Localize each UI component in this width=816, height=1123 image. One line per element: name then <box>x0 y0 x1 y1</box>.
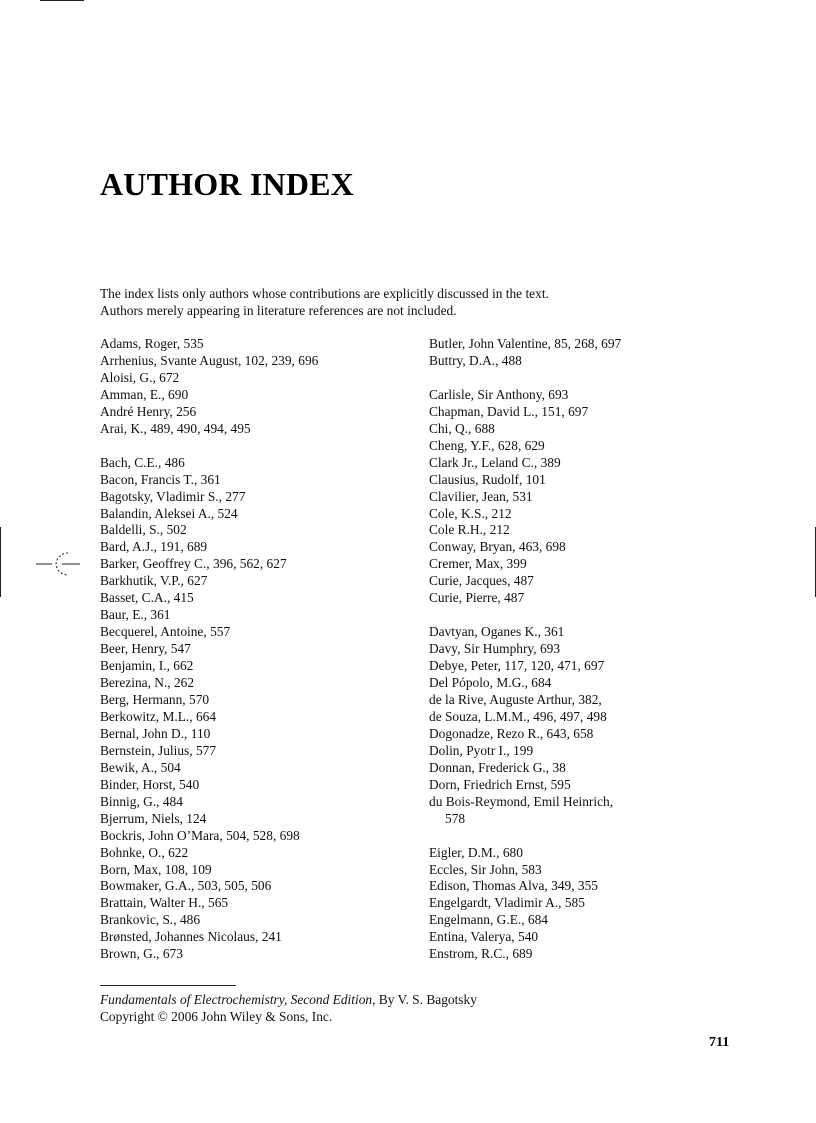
index-entry: Bernstein, Julius, 577 <box>100 742 217 758</box>
index-entry: Donnan, Frederick G., 38 <box>429 759 566 775</box>
index-entry: Davtyan, Oganes K., 361 <box>429 624 565 640</box>
index-entry: Barkhutik, V.P., 627 <box>100 573 208 589</box>
index-entry: Aloisi, G., 672 <box>100 369 180 385</box>
index-entry: Bard, A.J., 191, 689 <box>100 539 208 555</box>
book-title: Fundamentals of Electrochemistry, Second Edition <box>100 992 373 1007</box>
index-entry: Berezina, N., 262 <box>100 675 195 691</box>
footnote-rule <box>100 985 236 986</box>
index-entry: Beer, Henry, 547 <box>100 641 191 657</box>
index-intro <box>100 286 640 320</box>
index-entry: Cole, K.S., 212 <box>429 505 512 521</box>
index-entry: Eigler, D.M., 680 <box>429 844 523 860</box>
index-entry: Entina, Valerya, 540 <box>429 929 539 945</box>
index-entry: Brankovic, S., 486 <box>100 912 201 928</box>
index-entry: 578 <box>445 810 466 826</box>
book-byline: , By V. S. Bagotsky <box>372 992 477 1007</box>
index-entry: Clark Jr., Leland C., 389 <box>429 454 561 470</box>
footnote <box>100 991 477 1025</box>
index-entry: Conway, Bryan, 463, 698 <box>429 539 566 555</box>
index-entry: Bacon, Francis T., 361 <box>100 471 221 487</box>
index-entry: Bernal, John D., 110 <box>100 725 211 741</box>
footnote-source-line <box>100 991 477 1008</box>
index-entry: Arrhenius, Svante August, 102, 239, 696 <box>100 352 319 368</box>
index-entry: Becquerel, Antoine, 557 <box>100 624 231 640</box>
index-entry: Cremer, Max, 399 <box>429 556 527 572</box>
index-entry: Del Pópolo, M.G., 684 <box>429 675 552 691</box>
index-entry: Berkowitz, M.L., 664 <box>100 708 217 724</box>
intro-line-1: The index lists only authors whose contributions are explicitly discussed in the text. <box>100 286 549 301</box>
index-entry: Brown, G., 673 <box>100 946 183 962</box>
index-entry: Berg, Hermann, 570 <box>100 692 210 707</box>
index-entry: Butler, John Valentine, 85, 268, 697 <box>429 336 622 351</box>
letter-group-gap <box>429 370 749 387</box>
index-entry: Benjamin, I., 662 <box>100 658 194 674</box>
index-entry: Debye, Peter, 117, 120, 471, 697 <box>429 658 605 674</box>
index-entry: Clausius, Rudolf, 101 <box>429 471 546 487</box>
index-entry: Dorn, Friedrich Ernst, 595 <box>429 776 571 792</box>
index-entry: Engelmann, G.E., 684 <box>429 912 549 928</box>
index-entry: Brattain, Walter H., 565 <box>100 895 229 911</box>
index-entry: Clavilier, Jean, 531 <box>429 488 533 504</box>
index-entry: Adams, Roger, 535 <box>100 336 204 351</box>
index-entry: du Bois-Reymond, Emil Heinrich, <box>429 793 614 809</box>
index-entry: Engelgardt, Vladimir A., 585 <box>429 895 585 911</box>
index-entry: Curie, Jacques, 487 <box>429 573 534 589</box>
index-entry: de Souza, L.M.M., 496, 497, 498 <box>429 708 607 724</box>
index-entry: Born, Max, 108, 109 <box>100 861 212 877</box>
index-entry: Bewik, A., 504 <box>100 759 181 775</box>
index-entry: Amman, E., 690 <box>100 386 189 402</box>
index-entry: Carlisle, Sir Anthony, 693 <box>429 386 569 402</box>
index-entry: Bjerrum, Niels, 124 <box>100 810 207 826</box>
letter-group-gap <box>429 828 749 845</box>
index-entry: Arai, K., 489, 490, 494, 495 <box>100 420 251 436</box>
index-entry: de la Rive, Auguste Arthur, 382, <box>429 691 602 707</box>
index-entry: Cheng, Y.F., 628, 629 <box>429 437 545 453</box>
index-entry: Binder, Horst, 540 <box>100 776 200 792</box>
index-entry: Bach, C.E., 486 <box>100 454 185 470</box>
index-entry: Buttry, D.A., 488 <box>429 352 522 368</box>
index-column-left <box>100 336 420 963</box>
intro-line-2: Authors merely appearing in literature references are not included. <box>100 302 457 318</box>
crop-mark-left <box>0 527 1 597</box>
index-entry: Edison, Thomas Alva, 349, 355 <box>429 878 598 894</box>
registration-mark-icon <box>36 550 80 578</box>
crop-mark-top <box>40 0 84 1</box>
index-column-right <box>429 336 749 963</box>
index-entry: Bohnke, O., 622 <box>100 844 189 860</box>
index-entry: André Henry, 256 <box>100 403 197 419</box>
index-entry: Cole R.H., 212 <box>429 522 510 538</box>
index-entry: Balandin, Aleksei A., 524 <box>100 505 238 521</box>
letter-group-gap <box>429 607 749 624</box>
index-entry: Barker, Geoffrey C., 396, 562, 627 <box>100 556 287 572</box>
copyright-line: Copyright © 2006 John Wiley & Sons, Inc. <box>100 1009 333 1024</box>
index-entry: Dolin, Pyotr I., 199 <box>429 742 534 758</box>
index-entry: Basset, C.A., 415 <box>100 590 194 606</box>
index-entry: Binnig, G., 484 <box>100 793 183 809</box>
index-entry: Eccles, Sir John, 583 <box>429 861 542 877</box>
index-entry: Bagotsky, Vladimir S., 277 <box>100 488 246 504</box>
index-entry: Curie, Pierre, 487 <box>429 590 525 606</box>
index-entry: Dogonadze, Rezo R., 643, 658 <box>429 725 594 741</box>
index-entry: Brønsted, Johannes Nicolaus, 241 <box>100 929 282 945</box>
index-entry: Bockris, John O’Mara, 504, 528, 698 <box>100 827 300 843</box>
index-entry: Enstrom, R.C., 689 <box>429 946 533 962</box>
page-title: AUTHOR INDEX <box>100 166 354 202</box>
letter-group-gap <box>100 438 420 455</box>
page-number: 711 <box>709 1035 730 1050</box>
index-entry: Davy, Sir Humphry, 693 <box>429 641 561 657</box>
index-entry: Bowmaker, G.A., 503, 505, 506 <box>100 878 272 894</box>
index-entry: Chapman, David L., 151, 697 <box>429 403 589 419</box>
index-entry: Baldelli, S., 502 <box>100 522 187 538</box>
index-entry: Chi, Q., 688 <box>429 420 495 436</box>
index-entry: Baur, E., 361 <box>100 607 171 623</box>
